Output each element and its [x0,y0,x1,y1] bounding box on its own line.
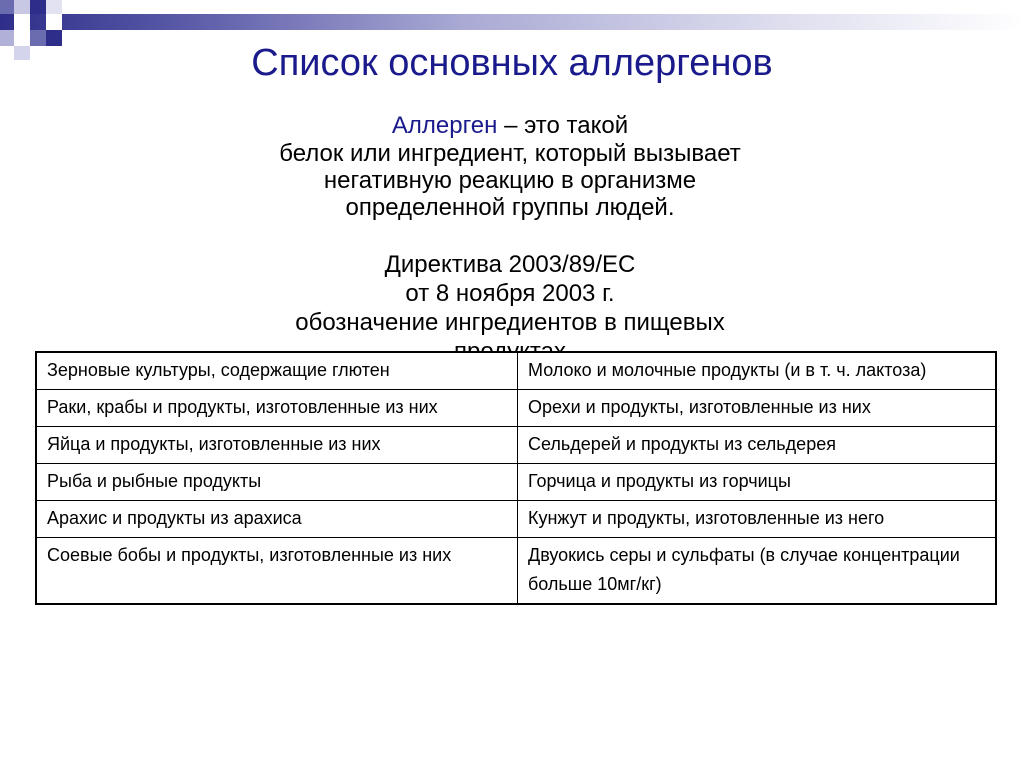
definition-term: Аллерген [391,112,498,139]
table-cell: Орехи и продукты, изготовленные из них [518,390,997,427]
directive-line-2: от 8 ноября 2003 г. [405,280,615,307]
table-cell: Яйца и продукты, изготовленные из них [36,427,518,464]
definition-line-2: белок или ингредиент, который вызывает [279,140,741,167]
table-cell: Рыба и рыбные продукты [36,464,518,501]
table-cell: Зерновые культуры, содержащие глютен [36,352,518,390]
table-row [36,501,996,538]
definition-line-3: негативную реакцию в организме [323,167,697,194]
table-row [36,427,996,464]
table-cell: Сельдерей и продукты из сельдерея [518,427,997,464]
table-cell: Раки, крабы и продукты, изготовленные из них [36,390,518,427]
table-cell: Молоко и молочные продукты (и в т. ч. лактоза) [518,352,997,390]
decor-square [0,0,14,14]
decor-square [30,0,46,14]
table-row [36,538,996,605]
table-row [36,390,996,427]
spacer [210,221,810,250]
definition-line [210,112,810,140]
decor-square [14,0,30,14]
allergens-table [35,351,997,605]
definition-line-4: определенной группы людей. [345,194,675,221]
slide-title: Список основных аллергенов [251,42,773,84]
definition-block [210,112,810,366]
table-row [36,464,996,501]
directive-line-1: Директива 2003/89/ЕС [384,251,636,278]
table-row [36,352,996,390]
header-gradient-bar [0,14,1024,30]
table-cell: Арахис и продукты из арахиса [36,501,518,538]
table-cell: Двуокись серы и сульфаты (в случае концентрации больше 10мг/кг) [518,538,997,605]
decor-square [46,0,62,14]
directive-line-3: обозначение ингредиентов в пищевых [295,309,725,336]
table-cell: Соевые бобы и продукты, изготовленные из них [36,538,518,605]
table-cell: Кунжут и продукты, изготовленные из него [518,501,997,538]
decor-square [14,14,30,30]
allergens-table-wrapper [35,351,997,605]
decor-square [46,14,62,30]
table-cell: Горчица и продукты из горчицы [518,464,997,501]
definition-line-1: – это такой [497,112,629,139]
